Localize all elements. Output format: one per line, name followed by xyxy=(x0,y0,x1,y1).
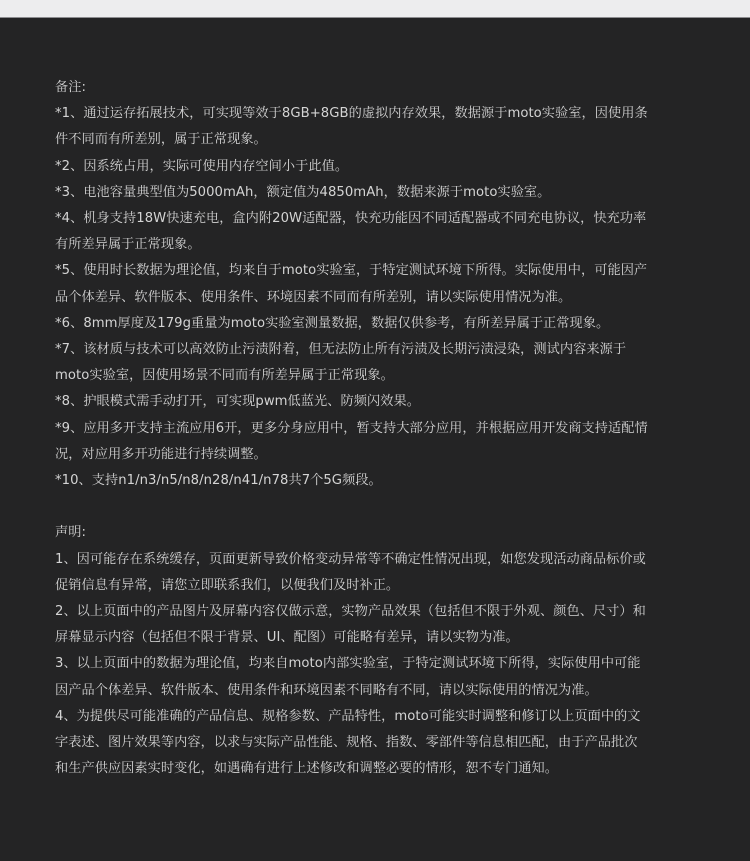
note-line: *9、应用多开支持主流应用6开，更多分身应用中，暂支持大部分应用，并根据应用开发商支持适配情 xyxy=(55,420,648,436)
statement-line: 促销信息有异常，请您立即联系我们，以便我们及时补正。 xyxy=(55,577,400,593)
top-bar xyxy=(0,0,750,18)
note-line: *1、通过运存拓展技术，可实现等效于8GB+8GB的虚拟内存效果，数据源于moto实验室，因使用条 xyxy=(55,106,648,122)
note-line: *8、护眼模式需手动打开，可实现pwm低蓝光、防频闪效果。 xyxy=(55,394,420,410)
note-line: *10、支持n1/n3/n5/n8/n28/n41/n78共7个5G频段。 xyxy=(55,473,382,489)
note-line: 件不同而有所差别，属于正常现象。 xyxy=(55,132,267,148)
statement-line: 4、为提供尽可能准确的产品信息、规格参数、产品特性，moto可能实时调整和修订以上页面中的文 xyxy=(55,708,641,724)
statement-list xyxy=(55,547,705,783)
notes-list xyxy=(55,101,705,494)
statement-title: 声明: xyxy=(55,525,86,541)
note-line: *4、机身支持18W快速充电，盒内附20W适配器，快充功能因不同适配器或不同充电协议，快充功率 xyxy=(55,211,647,227)
note-line: *5、使用时长数据为理论值，均来自于moto实验室，于特定测试环境下所得。实际使用中，可能因产 xyxy=(55,263,648,279)
notes-title: 备注: xyxy=(55,80,86,95)
note-line: moto实验室，因使用场景不同而有所差异属于正常现象。 xyxy=(55,368,394,384)
statement-line: 屏幕显示内容（包括但不限于背景、UI、配图）可能略有差异，请以实物为准。 xyxy=(55,630,519,646)
statement-line: 3、以上页面中的数据为理论值，均来自moto内部实验室，于特定测试环境下所得，实际使用中可能 xyxy=(55,656,641,672)
note-line: *6、8mm厚度及179g重量为moto实验室测量数据，数据仅供参考，有所差异属于正常现象。 xyxy=(55,315,610,331)
note-line: 况，对应用多开功能进行持续调整。 xyxy=(55,446,267,462)
note-line: *3、电池容量典型值为5000mAh，额定值为4850mAh，数据来源于moto实验室。 xyxy=(55,184,551,200)
note-line: *7、该材质与技术可以高效防止污渍附着，但无法防止所有污渍及长期污渍浸染，测试内容来源于 xyxy=(55,342,627,358)
note-line: 品个体差异、软件版本、使用条件、环境因素不同而有所差别，请以实际使用情况为准。 xyxy=(55,289,572,305)
statement-line: 因产品个体差异、软件版本、使用条件和环境因素不同略有不同，请以实际使用的情况为准。 xyxy=(55,682,598,698)
disclaimer-content xyxy=(55,75,705,782)
statement-line: 和生产供应因素实时变化，如遇确有进行上述修改和调整必要的情形，恕不专门通知。 xyxy=(55,761,559,777)
statement-line: 1、因可能存在系统缓存，页面更新导致价格变动异常等不确定性情况出现，如您发现活动商品标价或 xyxy=(55,551,646,567)
note-line: 有所差异属于正常现象。 xyxy=(55,237,201,253)
statement-line: 字表述、图片效果等内容，以求与实际产品性能、规格、指数、零部件等信息相匹配，由于产品批次 xyxy=(55,735,638,751)
statement-line: 2、以上页面中的产品图片及屏幕内容仅做示意，实物产品效果（包括但不限于外观、颜色、尺寸）和 xyxy=(55,604,646,620)
section-spacer xyxy=(55,494,705,520)
note-line: *2、因系统占用，实际可使用内存空间小于此值。 xyxy=(55,158,349,174)
